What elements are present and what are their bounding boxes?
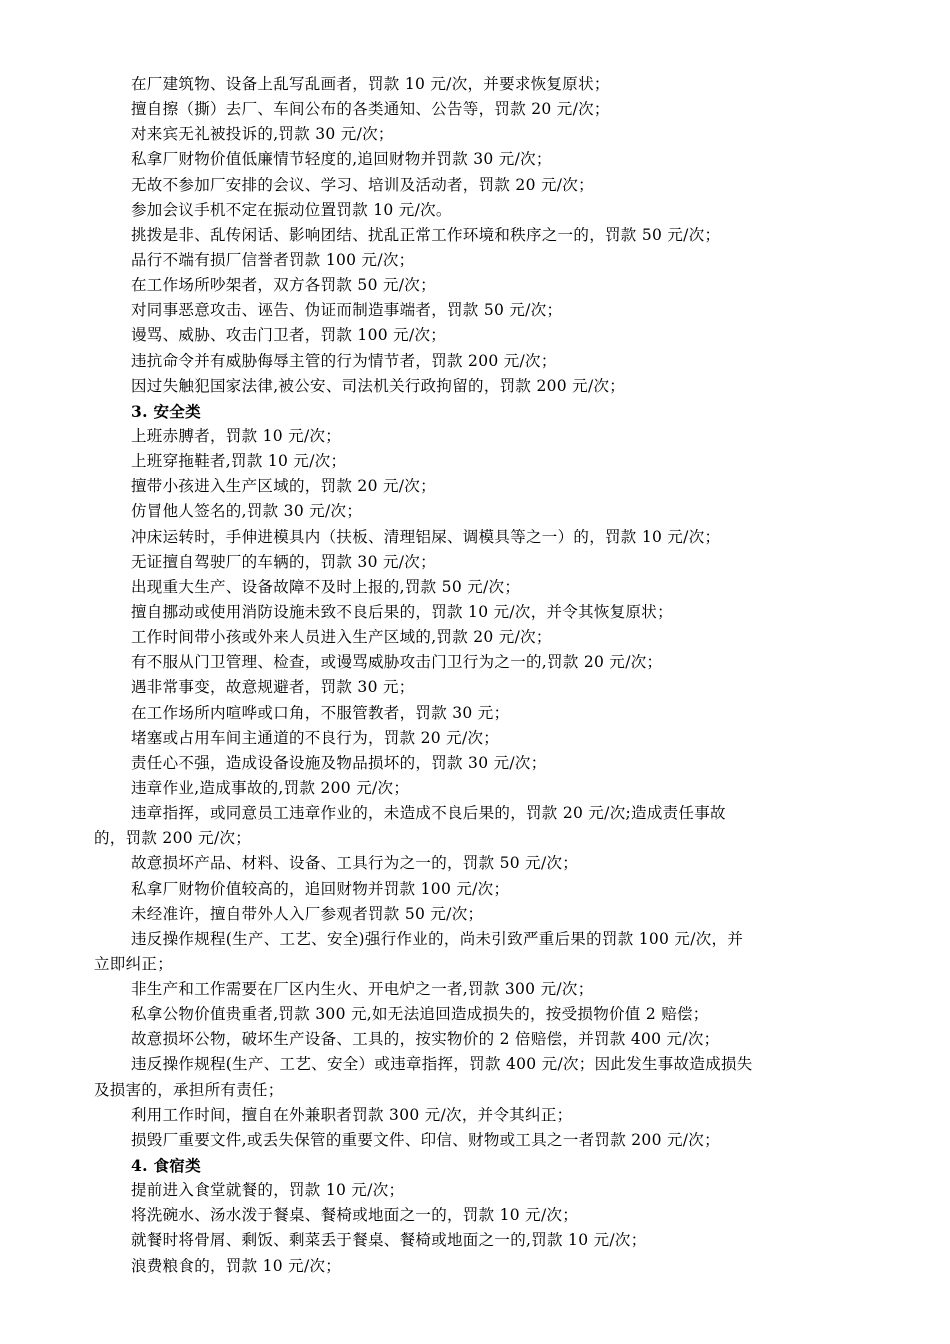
paragraph-continuation-line: 立即纠正； — [94, 954, 174, 973]
paragraph-line: 工作时间带小孩或外来人员进入生产区域的,罚款 20 元/次； — [131, 628, 552, 647]
paragraph-line: 遇非常事变，故意规避者，罚款 30 元； — [131, 678, 415, 697]
paragraph-line: 私拿厂财物价值低廉情节轻度的,追回财物并罚款 30 元/次； — [131, 150, 552, 169]
paragraph-line: 擅自擦（撕）去厂、车间公布的各类通知、公告等，罚款 20 元/次； — [131, 100, 610, 119]
paragraph-line: 在工作场所内喧哗或口角，不服管教者，罚款 30 元； — [131, 703, 510, 722]
paragraph-line: 擅带小孩进入生产区域的，罚款 20 元/次； — [131, 477, 436, 496]
paragraph-line: 出现重大生产、设备故障不及时上报的,罚款 50 元/次； — [131, 577, 521, 596]
paragraph-line: 堵塞或占用车间主通道的不良行为，罚款 20 元/次； — [131, 728, 500, 747]
paragraph-line: 责任心不强，造成设备设施及物品损坏的，罚款 30 元/次； — [131, 753, 547, 772]
paragraph-line: 因过失触犯国家法律,被公安、司法机关行政拘留的，罚款 200 元/次； — [131, 376, 626, 395]
section-heading: 4. 食宿类 — [131, 1156, 201, 1176]
paragraph-line: 损毁厂重要文件,或丢失保管的重要文件、印信、财物或工具之一者罚款 200 元/次； — [131, 1130, 720, 1149]
paragraph-line: 提前进入食堂就餐的，罚款 10 元/次； — [131, 1181, 405, 1200]
paragraph-line: 浪费粮食的，罚款 10 元/次； — [131, 1256, 342, 1275]
paragraph-line: 仿冒他人签名的,罚款 30 元/次； — [131, 502, 363, 521]
paragraph-line: 违抗命令并有威胁侮辱主管的行为情节者，罚款 200 元/次； — [131, 351, 557, 370]
document-page — [94, 72, 864, 1279]
paragraph-line: 违章作业,造成事故的,罚款 200 元/次； — [131, 778, 410, 797]
paragraph-line: 擅自挪动或使用消防设施未致不良后果的，罚款 10 元/次，并令其恢复原状； — [131, 602, 673, 621]
paragraph-line: 违反操作规程(生产、工艺、安全)强行作业的，尚未引致严重后果的罚款 100 元/次，并 — [131, 929, 744, 948]
paragraph-line: 冲床运转时，手伸进模具内（扶板、清理铝屎、调模具等之一）的，罚款 10 元/次； — [131, 527, 721, 546]
paragraph-line: 挑拨是非、乱传闲话、影响团结、扰乱正常工作环境和秩序之一的，罚款 50 元/次； — [131, 225, 721, 244]
paragraph-line: 私拿厂财物价值较高的，追回财物并罚款 100 元/次； — [131, 879, 510, 898]
paragraph-line: 在工作场所吵架者，双方各罚款 50 元/次； — [131, 276, 436, 295]
section-heading: 3. 安全类 — [131, 401, 201, 421]
paragraph-line: 违反操作规程(生产、工艺、安全）或违章指挥，罚款 400 元/次；因此发生事故造成损失 — [131, 1055, 753, 1074]
paragraph-line: 参加会议手机不定在振动位置罚款 10 元/次。 — [131, 200, 452, 219]
paragraph-line: 对来宾无礼被投诉的,罚款 30 元/次； — [131, 125, 394, 144]
paragraph-line: 私拿公物价值贵重者,罚款 300 元,如无法追回造成损失的，按受损物价值 2 赔偿； — [131, 1005, 709, 1024]
paragraph-line: 将洗碗水、汤水泼于餐桌、餐椅或地面之一的，罚款 10 元/次； — [131, 1206, 579, 1225]
paragraph-line: 上班穿拖鞋者,罚款 10 元/次； — [131, 452, 347, 471]
paragraph-line: 故意损坏公物，破坏生产设备、工具的，按实物价的 2 倍赔偿，并罚款 400 元/次； — [131, 1030, 720, 1049]
paragraph-line: 利用工作时间，擅自在外兼职者罚款 300 元/次，并令其纠正； — [131, 1105, 573, 1124]
paragraph-line: 无故不参加厂安排的会议、学习、培训及活动者，罚款 20 元/次； — [131, 175, 594, 194]
paragraph-line: 谩骂、威胁、攻击门卫者，罚款 100 元/次； — [131, 326, 447, 345]
paragraph-line: 上班赤膊者，罚款 10 元/次； — [131, 426, 342, 445]
paragraph-line: 非生产和工作需要在厂区内生火、开电炉之一者,罚款 300 元/次； — [131, 980, 594, 999]
paragraph-line: 故意损坏产品、材料、设备、工具行为之一的，罚款 50 元/次； — [131, 854, 579, 873]
paragraph-continuation-line: 的，罚款 200 元/次； — [94, 829, 252, 848]
paragraph-line: 有不服从门卫管理、检查，或谩骂威胁攻击门卫行为之一的,罚款 20 元/次； — [131, 653, 663, 672]
paragraph-line: 未经准许，擅自带外人入厂参观者罚款 50 元/次； — [131, 904, 484, 923]
paragraph-line: 违章指挥，或同意员工违章作业的，未造成不良后果的，罚款 20 元/次;造成责任事故 — [131, 804, 726, 823]
paragraph-line: 就餐时将骨屑、剩饭、剩菜丢于餐桌、餐椅或地面之一的,罚款 10 元/次； — [131, 1231, 647, 1250]
paragraph-line: 品行不端有损厂信誉者罚款 100 元/次； — [131, 250, 415, 269]
paragraph-line: 无证擅自驾驶厂的车辆的，罚款 30 元/次； — [131, 552, 436, 571]
paragraph-line: 在厂建筑物、设备上乱写乱画者，罚款 10 元/次，并要求恢复原状； — [131, 75, 610, 93]
paragraph-continuation-line: 及损害的，承担所有责任； — [94, 1080, 284, 1099]
paragraph-line: 对同事恶意攻击、诬告、伪证而制造事端者，罚款 50 元/次； — [131, 301, 563, 320]
